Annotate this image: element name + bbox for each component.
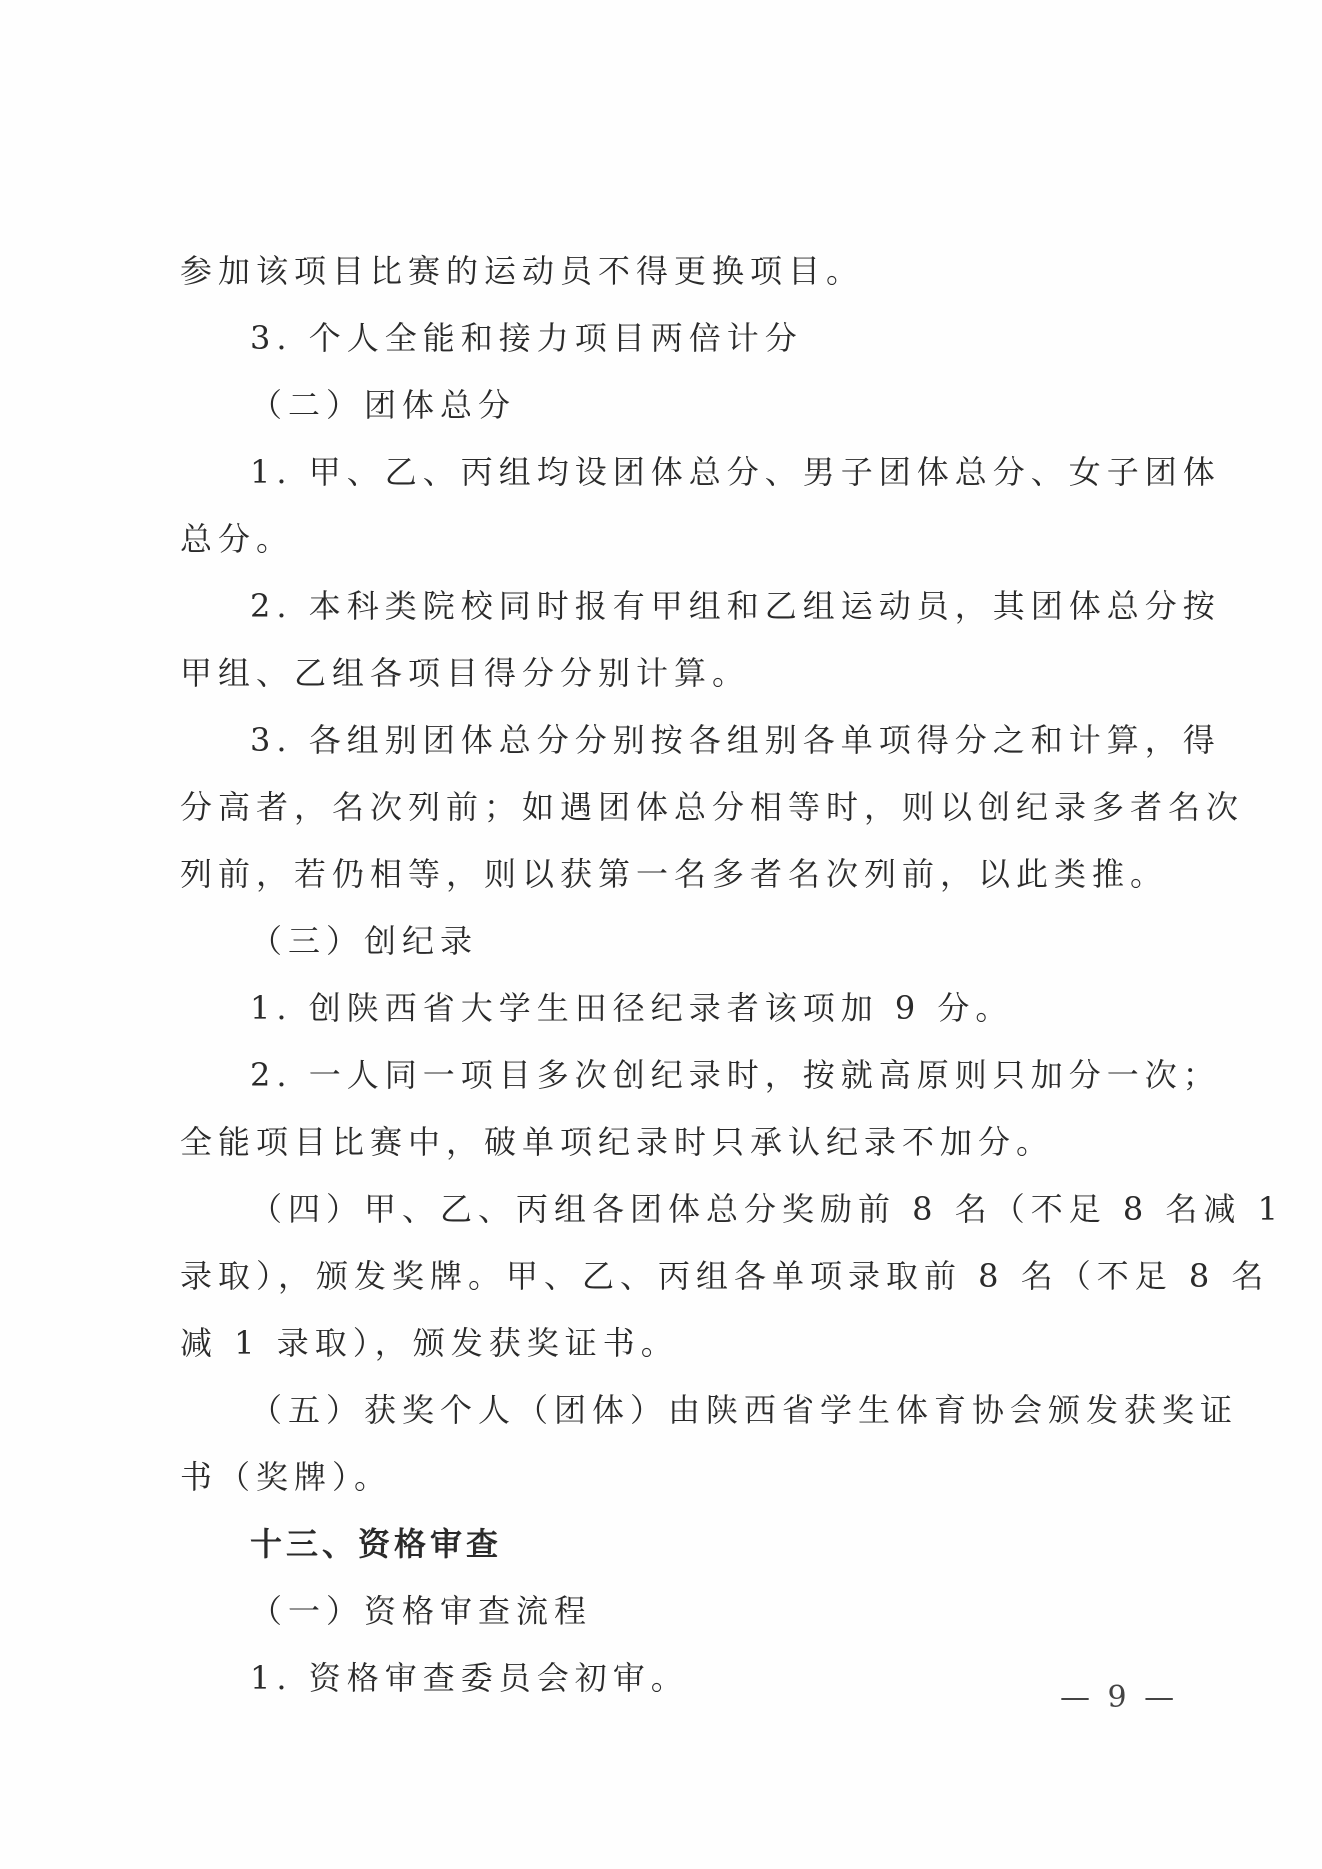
paragraph-line: （四）甲、乙、丙组各团体总分奖励前 8 名（不足 8 名减 1 — [250, 1190, 1284, 1228]
page-number: — 9 — — [1060, 1680, 1179, 1715]
paragraph-line: （五）获奖个人（团体）由陕西省学生体育协会颁发获奖证 — [250, 1391, 1239, 1429]
paragraph-line: 书（奖牌）。 — [180, 1458, 393, 1496]
paragraph-line: 1. 资格审查委员会初审。 — [250, 1659, 689, 1697]
subsection-heading: （一）资格审查流程 — [250, 1592, 593, 1630]
paragraph-line: 录取），颁发奖牌。甲、乙、丙组各单项录取前 8 名（不足 8 名 — [180, 1257, 1270, 1295]
paragraph-line: 甲组、乙组各项目得分分别计算。 — [180, 654, 751, 692]
paragraph-line: 分高者，名次列前；如遇团体总分相等时，则以创纪录多者名次 — [180, 788, 1245, 826]
paragraph-line: 减 1 录取），颁发获奖证书。 — [180, 1324, 679, 1362]
paragraph-line: 总分。 — [180, 520, 295, 558]
paragraph-line: 3. 各组别团体总分分别按各组别各单项得分之和计算，得 — [250, 721, 1221, 759]
document-body — [180, 238, 1284, 1712]
paragraph-line: 参加该项目比赛的运动员不得更换项目。 — [180, 252, 865, 290]
paragraph-line: 2. 一人同一项目多次创纪录时，按就高原则只加分一次； — [250, 1056, 1221, 1094]
paragraph-line: 1. 甲、乙、丙组均设团体总分、男子团体总分、女子团体 — [250, 453, 1221, 491]
subsection-heading: （二）团体总分 — [250, 386, 517, 424]
paragraph-line: 全能项目比赛中，破单项纪录时只承认纪录不加分。 — [180, 1123, 1055, 1161]
paragraph-line: 3. 个人全能和接力项目两倍计分 — [250, 319, 803, 357]
subsection-heading: （三）创纪录 — [250, 922, 479, 960]
paragraph-line: 列前，若仍相等，则以获第一名多者名次列前，以此类推。 — [180, 855, 1169, 893]
paragraph-line: 2. 本科类院校同时报有甲组和乙组运动员，其团体总分按 — [250, 587, 1221, 625]
section-heading: 十三、资格审查 — [250, 1525, 503, 1563]
paragraph-line: 1. 创陕西省大学生田径纪录者该项加 9 分。 — [250, 989, 1014, 1027]
